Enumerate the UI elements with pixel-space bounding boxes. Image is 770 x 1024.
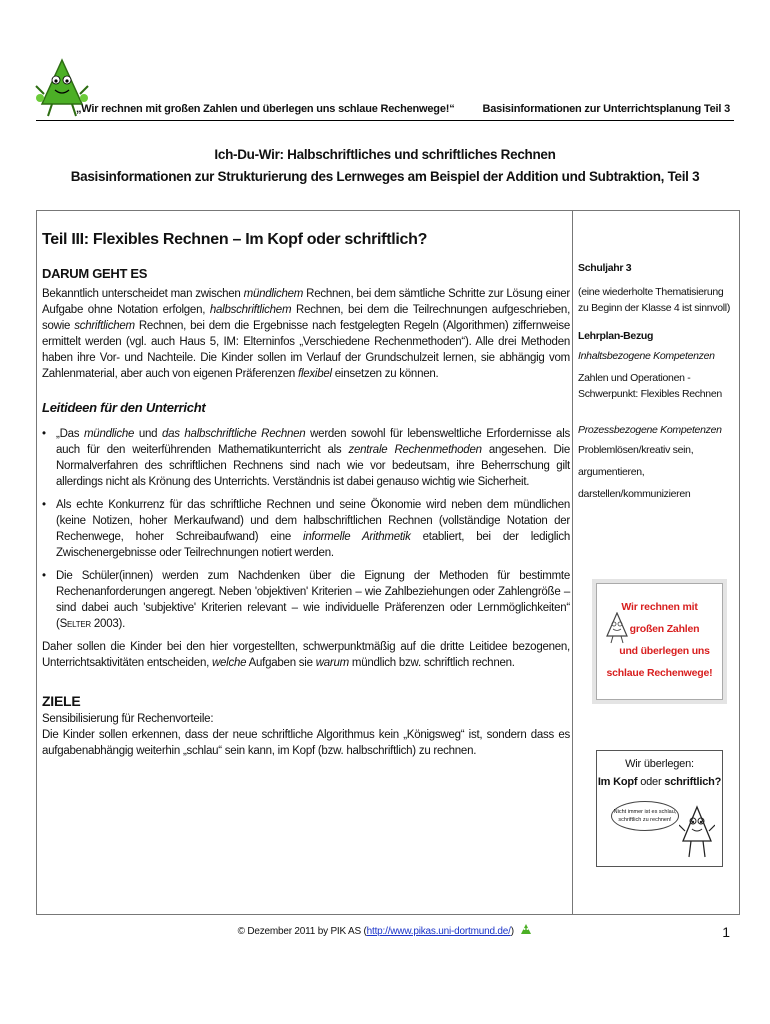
prozess-label: Prozessbezogene Kompetenzen — [578, 424, 722, 436]
document-title: Ich-Du-Wir: Halbschriftliches und schriftliches Rechnen — [214, 147, 556, 162]
badge-line: Wir rechnen mit — [621, 601, 698, 613]
darum-geht-es-heading: DARUM GEHT ES — [42, 266, 148, 281]
prozess-item: Problemlösen/kreativ sein, — [578, 444, 694, 456]
mascot-icon — [679, 805, 715, 861]
prozess-item: darstellen/kommunizieren — [578, 488, 691, 500]
badge-line: Im Kopf oder schriftlich? — [597, 776, 722, 788]
frame-border-left — [36, 210, 37, 915]
badge-line: schlaue Rechenwege! — [606, 667, 713, 679]
section-heading: Teil III: Flexibles Rechnen – Im Kopf oder schriftlich? — [42, 231, 428, 248]
question-badge — [596, 750, 723, 867]
frame-border-bottom — [36, 914, 740, 915]
bullet: • — [42, 428, 46, 440]
zahlen-text: Zahlen und Operationen - Schwerpunkt: Flexibles Rechnen — [578, 372, 722, 400]
badge-line: und überlegen uns — [619, 645, 710, 657]
frame-border-top — [36, 210, 740, 211]
pikas-logo-small-icon — [520, 924, 532, 936]
schuljahr-label: Schuljahr 3 — [578, 262, 632, 274]
schuljahr-note: (eine wiederholte Thematisierung zu Beginn der Klasse 4 ist sinnvoll) — [578, 286, 731, 314]
side-column — [578, 260, 734, 502]
leitideen-heading: Leitideen für den Unterricht — [42, 400, 206, 415]
document-subtitle: Basisinformationen zur Strukturierung des Lernweges am Beispiel der Addition und Subtraktion, Teil 3 — [70, 169, 700, 184]
ziele-text: Die Kinder sollen erkennen, dass der neue schriftliche Algorithmus kein „Königsweg“ ist, sondern dass es aufgabenabhängig weiterhin „schlau“ sein kann, im Kopf (bzw. halbschriftlich) zu rechnen. — [42, 729, 570, 757]
header-left-text: „Wir rechnen mit großen Zahlen und überlegen uns schlaue Rechenwege!“ — [76, 103, 455, 115]
intro-paragraph: Bekanntlich unterscheidet man zwischen mündlichem Rechnen, bei dem sämtliche Schritte zur Lösung einer Aufgabe ohne Notation erfolgen, halbschriftlichem Rechnen, bei dem die Teilrechnungen aufgeschrieben, sowie schriftlichem Rechnen, bei dem die Ergebnisse nach festgelegten Regeln (Algorithmen) ziffernweise ermittelt werden (vgl. auch Haus 5, IM: Elterninfos „Verschiedene Rechenmethoden“). Alle drei Methoden haben ihre Vor- und Nachteile. Die Kinder sollen im Verlauf der Grundschulzeit lernen, sie abhängig vom Zahlenmaterial, aber auch von eigenen Präferenzen flexibel einsetzen zu können. — [42, 288, 571, 380]
column-divider — [572, 210, 573, 915]
frame-border-right — [739, 210, 740, 915]
main-column — [42, 232, 570, 759]
header-right-text: Basisinformationen zur Unterrichtsplanung Teil 3 — [482, 103, 730, 115]
badge-line: großen Zahlen — [629, 623, 700, 635]
footer: © Dezember 2011 by PIK AS (http://www.pikas.uni-dortmund.de/) — [0, 924, 770, 937]
pikas-link[interactable]: http://www.pikas.uni-dortmund.de/ — [366, 926, 511, 937]
speech-bubble: Nicht immer ist es schlau, schriftlich zu rechnen! — [611, 801, 679, 831]
bullet: • — [42, 570, 46, 582]
bullet: • — [42, 499, 46, 511]
lehrplan-label: Lehrplan-Bezug — [578, 330, 654, 342]
topic-badge — [596, 583, 723, 700]
page-number: 1 — [722, 924, 730, 940]
ziele-subheading: Sensibilisierung für Rechenvorteile: — [42, 713, 214, 725]
list-item: • Als echte Konkurrenz für das schriftliche Rechnen und seine Ökonomie wird neben dem mündlichen (keine Notizen, hoher Merkaufwand) und dem halbschriftlichen Rechnen (vollständige Notation der Rechenwege, hoher Schreibaufwand) eine informelle Arithmetik etabliert, bei der lediglich Zwischenergebnisse oder Teilrechnungen notiert werden. — [42, 499, 570, 559]
prozess-item: argumentieren, — [578, 466, 645, 478]
header-divider — [36, 120, 734, 121]
ziele-heading: ZIELE — [42, 693, 81, 709]
badge-line: Wir überlegen: — [625, 758, 694, 770]
leitideen-list — [42, 426, 570, 632]
list-item: • „Das mündliche und das halbschriftliche Rechnen werden sowohl für lebensweltliche Erfordernisse als auch für den weiterführenden Mathematikunterricht als zentrale Rechenmethoden angesehen. Die Normalverfahren des schriftlichen Rechnens sind nach wie vor bedeutsam, ihre Beherrschung gilt allerdings nicht als Krönung des Unterrichts. Verständnis ist dabei genauso wichtig wie Sicherheit. — [42, 428, 571, 488]
list-item: • Die Schüler(innen) werden zum Nachdenken über die Eignung der Methoden für bestimmte Rechenanforderungen angeregt. Neben 'objektiven' Kriterien – wie Zahlbeziehungen oder Zahlengröße – sind dabei auch 'subjektive' Kriterien relevant – wie individuelle Präferenzen oder Lernmöglichkeiten“ (Selter 2003). — [42, 570, 570, 630]
daher-paragraph: Daher sollen die Kinder bei den hier vorgestellten, schwerpunktmäßig auf die dritte Leitidee bezogenen, Unterrichtsaktivitäten entscheiden, welche Aufgaben sie warum mündlich bzw. schriftlich rechnen. — [42, 641, 570, 669]
inhalt-label: Inhaltsbezogene Kompetenzen — [578, 350, 715, 362]
